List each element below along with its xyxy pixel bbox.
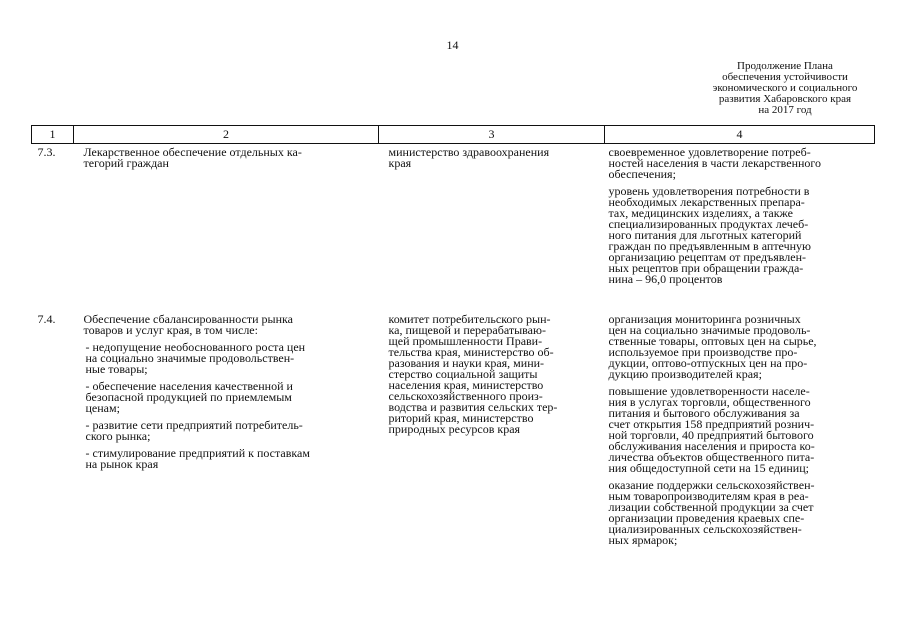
- text-line: населения края, министерство: [388, 378, 544, 392]
- measure-bullet: [84, 342, 379, 375]
- text-line: питания и бытового обслуживания за: [608, 406, 800, 420]
- text-line: своевременное удовлетворение потреб-: [608, 145, 811, 159]
- text-line: ного питания для льготных категорий: [608, 228, 802, 242]
- continuation-line: развития Хабаровского края: [718, 93, 852, 105]
- text-line: граждан по предъявленным в аптечную: [608, 239, 812, 253]
- text-line: обеспечения;: [608, 167, 676, 181]
- text-line: уровень удовлетворения потребности в: [608, 184, 810, 198]
- text-line: сельскохозяйственного произ-: [388, 389, 543, 403]
- continuation-line: Продолжение Плана: [737, 60, 833, 72]
- measure-text: [84, 314, 379, 336]
- result-paragraph: [609, 314, 875, 380]
- text-line: тегорий граждан: [83, 156, 169, 170]
- text-line: разования и науки края, мини-: [388, 356, 545, 370]
- text-line: дукцию производителей края;: [608, 367, 762, 381]
- text-line: товаров и услуг края, в том числе:: [83, 323, 258, 337]
- column-header-3: 3: [379, 126, 605, 144]
- text-line: нина – 96,0 процентов: [608, 272, 723, 286]
- text-line: оказание поддержки сельскохозяйствен-: [608, 478, 815, 492]
- text-line: личества объектов общественного пита-: [608, 450, 815, 464]
- text-line: повышение удовлетворенности населе-: [608, 384, 810, 398]
- measure-bullet: [84, 381, 379, 414]
- text-line: министерство здравоохранения: [388, 145, 550, 159]
- responsible-cell: [379, 144, 605, 312]
- table-row: [32, 144, 875, 312]
- column-header-1: 1: [32, 126, 74, 144]
- text-line: ственные товары, оптовых цен на сырье,: [608, 334, 817, 348]
- measure-bullet: [84, 448, 379, 470]
- text-line: природных ресурсов края: [388, 422, 521, 436]
- text-line: комитет потребительского рын-: [388, 312, 551, 326]
- text-line: - недопущение необоснованного роста цен: [85, 340, 306, 354]
- text-line: водства и развития сельских тер-: [388, 400, 558, 414]
- measure-cell: [74, 144, 379, 312]
- text-line: организацию рецептам от предъявлен-: [608, 250, 807, 264]
- text-line: безопасной продукцией по приемлемым: [85, 390, 292, 404]
- text-line: лизации собственной продукции за счет: [608, 500, 814, 514]
- text-line: необходимых лекарственных препара-: [608, 195, 805, 209]
- text-line: ского рынка;: [85, 429, 151, 443]
- text-line: ных ярмарок;: [608, 533, 678, 547]
- text-line: ных рецептов при обращении гражда-: [608, 261, 804, 275]
- text-line: ния в услугах торговли, общественного: [608, 395, 811, 409]
- result-paragraph: [609, 186, 875, 285]
- text-line: тах, медицинских изделиях, а также: [608, 206, 793, 220]
- table-row: [32, 311, 875, 552]
- text-line: - развитие сети предприятий потребитель-: [85, 418, 303, 432]
- text-line: Обеспечение сбалансированности рынка: [83, 312, 293, 326]
- text-line: ные товары;: [85, 362, 148, 376]
- text-line: используемое при производстве про-: [608, 345, 798, 359]
- continuation-header: [670, 61, 900, 116]
- plan-table: [31, 125, 875, 552]
- table-header-row: [32, 126, 875, 144]
- text-line: обслуживания населения и прироста ко-: [608, 439, 815, 453]
- continuation-line: экономического и социального: [712, 82, 858, 94]
- result-paragraph: [609, 480, 875, 546]
- result-cell: [605, 144, 875, 312]
- text-line: ностей населения в части лекарственного: [608, 156, 822, 170]
- text-line: организация мониторинга розничных: [608, 312, 801, 326]
- row-number: 7.4.: [37, 312, 56, 326]
- text-line: тельства края, министерство об-: [388, 345, 554, 359]
- text-line: дукции, оптово-отпускных цен на про-: [608, 356, 808, 370]
- text-line: риторий края, министерство: [388, 411, 534, 425]
- column-header-2: 2: [74, 126, 379, 144]
- result-paragraph: [609, 386, 875, 474]
- text-line: ния общедоступной сети на 15 единиц;: [608, 461, 809, 475]
- text-line: - стимулирование предприятий к поставкам: [85, 446, 310, 460]
- text-line: стерство социальной защиты: [388, 367, 538, 381]
- text-line: края: [388, 156, 412, 170]
- text-line: ной торговли, 40 предприятий бытового: [608, 428, 814, 442]
- row-number: 7.3.: [37, 145, 56, 159]
- column-header-4: 4: [605, 126, 875, 144]
- text-line: специализированных продуктах лечеб-: [608, 217, 809, 231]
- text-line: цен на социально значимые продоволь-: [608, 323, 811, 337]
- measure-text: [84, 147, 379, 169]
- text-line: счет открытия 158 предприятий рознич-: [608, 417, 815, 431]
- text-line: ным товаропроизводителям края в реа-: [608, 489, 809, 503]
- text-line: ка, пищевой и перерабатываю-: [388, 323, 546, 337]
- text-line: - обеспечение населения качественной и: [85, 379, 293, 393]
- text-line: циализированных сельскохозяйствен-: [608, 522, 802, 536]
- responsible-cell: [379, 311, 605, 552]
- measure-bullet: [84, 420, 379, 442]
- text-line: на социально значимые продовольствен-: [85, 351, 295, 365]
- result-paragraph: [609, 147, 875, 180]
- text-line: Лекарственное обеспечение отдельных ка-: [83, 145, 302, 159]
- text-line: организации проведения краевых спе-: [608, 511, 805, 525]
- text-line: щей промышленности Прави-: [388, 334, 543, 348]
- continuation-line: обеспечения устойчивости: [722, 71, 848, 83]
- text-line: ценам;: [85, 401, 120, 415]
- text-line: на рынок края: [85, 457, 159, 471]
- continuation-line: на 2017 год: [758, 104, 812, 116]
- page-number: 14: [446, 38, 459, 52]
- measure-cell: [74, 311, 379, 552]
- result-cell: [605, 311, 875, 552]
